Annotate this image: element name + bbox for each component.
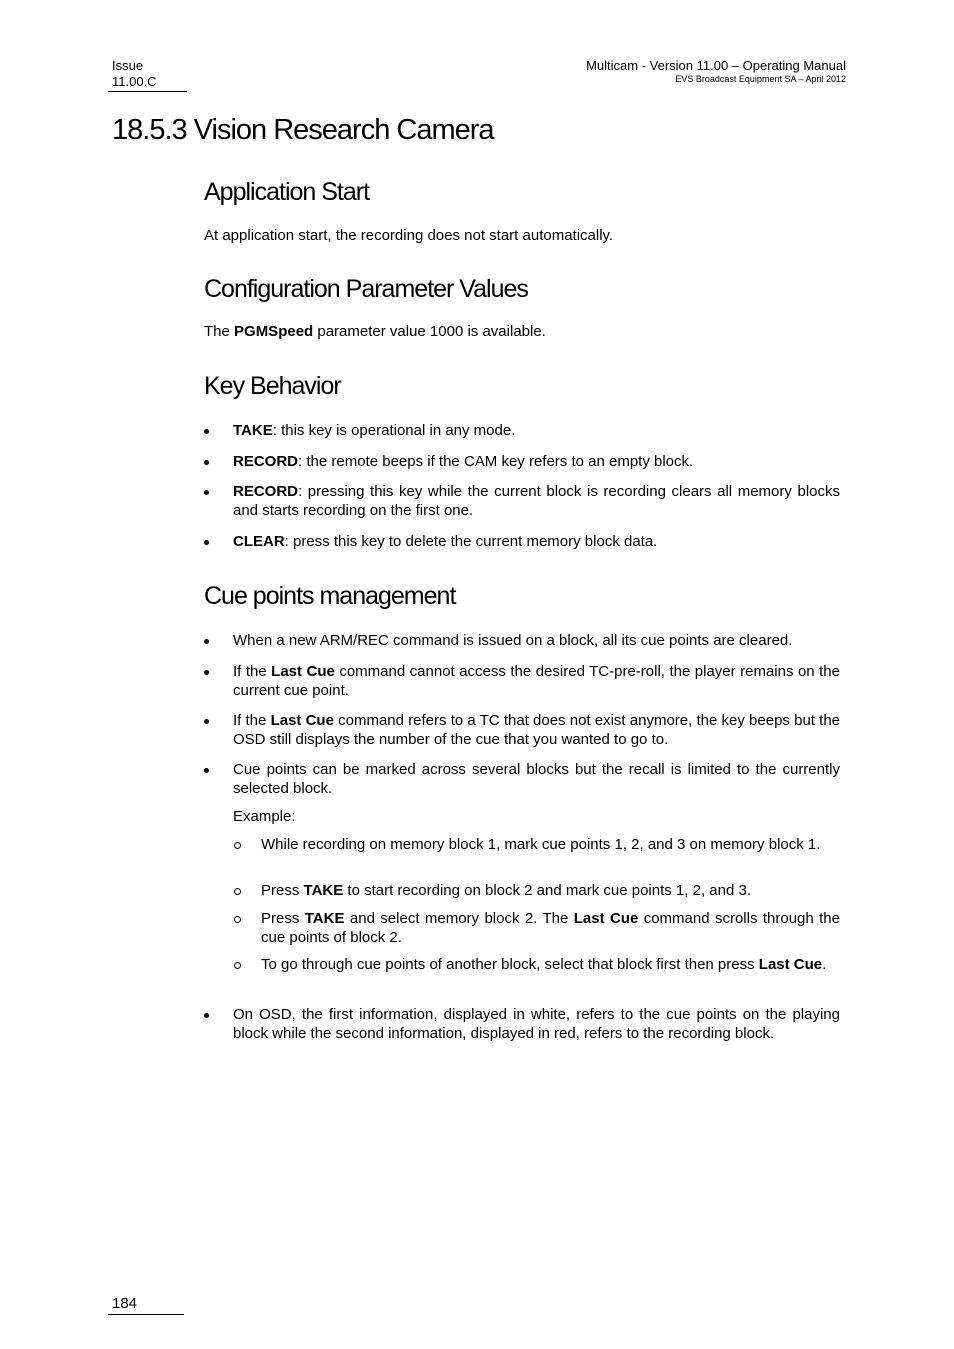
issue-label: Issue — [112, 58, 144, 73]
sub-list-item: To go through cue points of another block, select that block first then press Last Cue. — [233, 955, 840, 974]
list-item: When a new ARM/REC command is issued on a block, all its cue points are cleared. — [204, 631, 840, 650]
footer-rule — [108, 1314, 184, 1315]
bullet-icon — [204, 639, 209, 644]
circle-bullet-icon — [234, 962, 241, 969]
list-item: RECORD: pressing this key while the current block is recording clears all memory blocks and starts recording on the first one. — [204, 482, 840, 520]
circle-bullet-icon — [234, 842, 241, 849]
issue-number: 11.00.C — [112, 74, 157, 89]
sub-list-item: Press TAKE to start recording on block 2 and mark cue points 1, 2, and 3. — [233, 881, 840, 900]
bullet-icon — [204, 768, 209, 773]
example-label: Example: — [233, 808, 296, 825]
bullet-icon — [204, 719, 209, 724]
footer — [112, 1295, 137, 1313]
list-item: CLEAR: press this key to delete the current memory block data. — [204, 532, 840, 551]
company-line: EVS Broadcast Equipment SA – April 2012 — [675, 74, 846, 84]
list-item: On OSD, the first information, displayed in white, refers to the cue points on the playing block while the second information, displayed in red, refers to the recording block. — [204, 1005, 840, 1043]
list-item: TAKE: this key is operational in any mode. — [204, 421, 840, 440]
heading-cue-points: Cue points management — [204, 582, 456, 610]
list-item: Cue points can be marked across several blocks but the recall is limited to the currently selected block. — [204, 760, 840, 798]
header-manual — [586, 58, 846, 85]
sub-list-item: While recording on memory block 1, mark cue points 1, 2, and 3 on memory block 1. — [233, 835, 840, 854]
bullet-icon — [204, 540, 209, 545]
bullet-icon — [204, 670, 209, 675]
list-item: If the Last Cue command refers to a TC that does not exist anymore, the key beeps but the OSD still displays the number of the cue that you wanted to go to. — [204, 711, 840, 749]
section-title: 18.5.3 Vision Research Camera — [112, 114, 494, 146]
bullet-icon — [204, 1013, 209, 1018]
list-item: RECORD: the remote beeps if the CAM key refers to an empty block. — [204, 452, 840, 471]
bullet-icon — [204, 429, 209, 434]
heading-config: Configuration Parameter Values — [204, 275, 528, 303]
bullet-icon — [204, 490, 209, 495]
page-number: 184 — [112, 1295, 138, 1312]
sub-list-item: Press TAKE and select memory block 2. The Last Cue command scrolls through the cue points of block 2. — [233, 909, 840, 947]
heading-key-behavior: Key Behavior — [204, 372, 341, 400]
header-rule — [108, 91, 187, 92]
app-start-text: At application start, the recording does not start automatically. — [204, 227, 614, 244]
list-item: If the Last Cue command cannot access the desired TC-pre-roll, the player remains on the current cue point. — [204, 662, 840, 700]
bullet-icon — [204, 460, 209, 465]
circle-bullet-icon — [234, 916, 241, 923]
config-text: The PGMSpeed parameter value 1000 is available. — [204, 323, 546, 340]
header-issue — [112, 58, 157, 90]
heading-application-start: Application Start — [204, 178, 370, 206]
manual-title: Multicam - Version 11.00 – Operating Manual — [586, 58, 846, 73]
circle-bullet-icon — [234, 888, 241, 895]
